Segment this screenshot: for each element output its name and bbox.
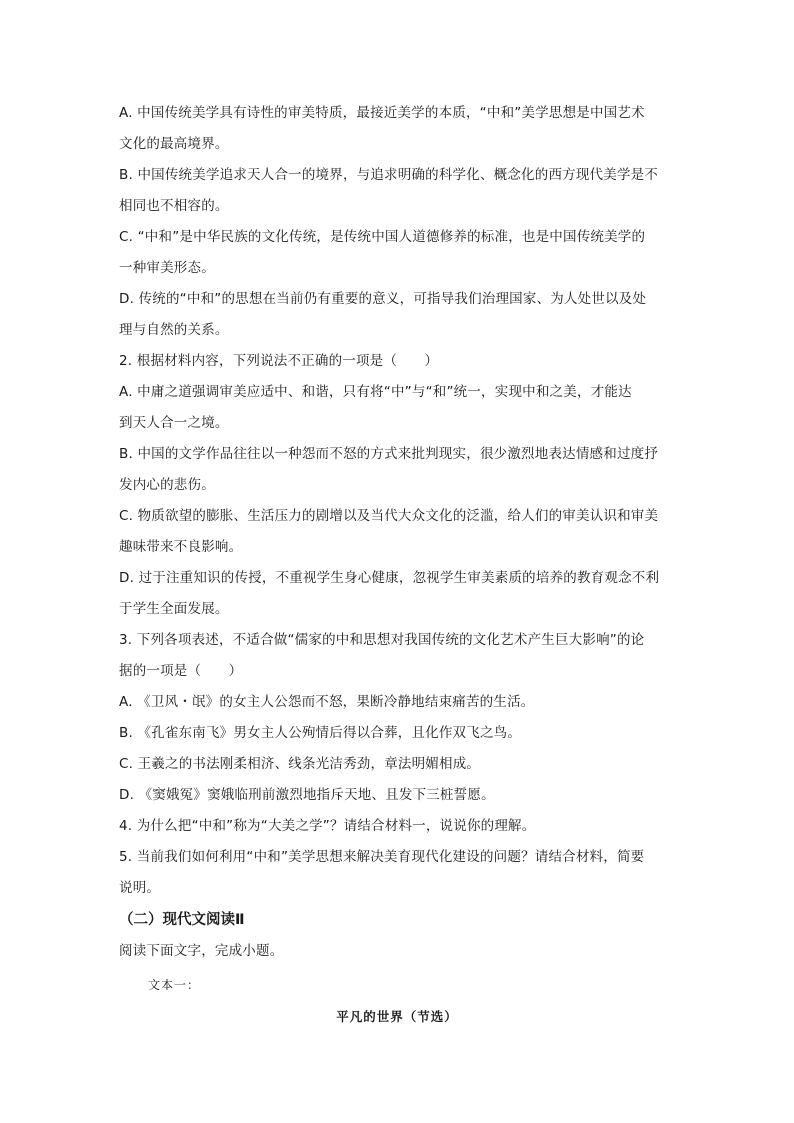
q2-option-b-line2: 发内心的悲伤。 [119,477,215,493]
text-one-label: 文本一： [148,978,201,992]
q2-option-c-line2: 趣味带来不良影响。 [119,539,243,555]
q2-option-d-line2: 于学生全面发展。 [119,601,229,617]
question-2-stem: 2. 根据材料内容，下列说法不正确的一项是（ ） [119,353,439,369]
reading-instruction: 阅读下面文字，完成小题。 [119,943,284,959]
q1-option-c-line1: C. “中和”是中华民族的文化传统，是传统中国人道德修养的标准，也是中国传统美学的 [119,229,646,245]
q1-option-b-line2: 相同也不相容的。 [119,198,229,214]
q3-option-b: B. 《孔雀东南飞》男女主人公殉情后得以合葬，且化作双飞之鸟。 [119,725,522,741]
q1-option-d-line1: D. 传统的“中和”的思想在当前仍有重要的意义，可指导我们治理国家、为人处世以及处 [119,291,647,307]
q1-option-a-line1: A. 中国传统美学具有诗性的审美特质，最接近美学的本质，“中和”美学思想是中国艺术 [119,105,645,121]
q2-option-a-line2: 到天人合一之境。 [119,415,229,431]
q1-option-b-line1: B. 中国传统美学追求天人合一的境界，与追求明确的科学化、概念化的西方现代美学是不 [119,167,659,183]
q2-option-d-line1: D. 过于注重知识的传授，不重视学生身心健康，忽视学生审美素质的培养的教育观念不利 [119,570,660,586]
q3-option-a: A. 《卫风・氓》的女主人公怨而不怒，果断冷静地结束痛苦的生活。 [119,694,535,710]
q2-option-b-line1: B. 中国的文学作品往往以一种怨而不怒的方式来批判现实，很少激烈地表达情感和过度抒 [119,446,659,462]
q1-option-d-line2: 理与自然的关系。 [119,322,229,338]
q2-option-a-line1: A. 中庸之道强调审美应适中、和谐，只有将“中”与“和”统一，实现中和之美，才能达 [119,384,632,400]
question-5-line1: 5. 当前我们如何利用“中和”美学思想来解决美育现代化建设的问题？请结合材料，简要 [119,849,645,865]
question-4: 4. 为什么把“中和”称为“大美之学”？请结合材料一，说说你的理解。 [119,818,536,834]
q3-option-c: C. 王羲之的书法刚柔相济、线条光洁秀劲，章法明媚相成。 [119,756,481,772]
section-heading: （二）现代文阅读Ⅱ [119,912,245,928]
question-3-stem-line1: 3. 下列各项表述，不适合做“儒家的中和思想对我国传统的文化艺术产生巨大影响”的论 [119,632,645,648]
q1-option-a-line2: 文化的最高境界。 [119,136,229,152]
question-3-stem-line2: 据的一项是（ ） [119,663,243,679]
q2-option-c-line1: C. 物质欲望的膨胀、生活压力的剧增以及当代大众文化的泛滥，给人们的审美认识和审美 [119,508,659,524]
q3-option-d: D. 《窦娥冤》窦娥临刑前激烈地指斥天地、且发下三桩誓愿。 [119,787,495,803]
q1-option-c-line2: 一种审美形态。 [119,260,215,276]
excerpt-title: 平凡的世界（节选） [336,1009,458,1024]
question-5-line2: 说明。 [119,880,161,896]
